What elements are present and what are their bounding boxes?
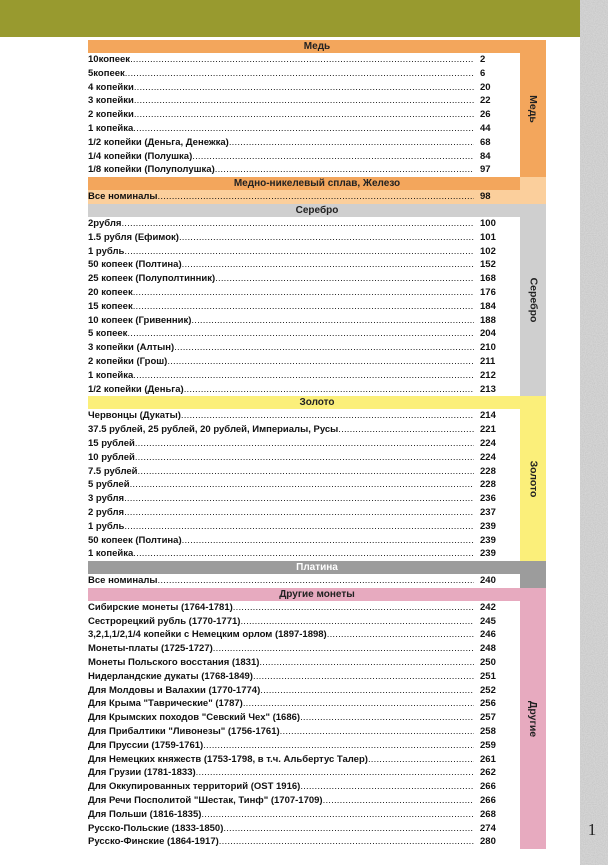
dot-leader <box>158 190 474 204</box>
dot-leader <box>259 656 474 670</box>
toc-entry[interactable] <box>88 739 520 753</box>
section-entries <box>88 409 520 561</box>
section-side-tab <box>520 588 546 849</box>
dot-leader <box>135 451 474 465</box>
dot-leader <box>327 628 474 642</box>
entry-page-number: 212 <box>480 369 496 381</box>
dot-leader <box>191 314 474 328</box>
toc-entry[interactable] <box>88 615 520 629</box>
entry-page-number: 210 <box>480 342 496 354</box>
dot-leader <box>127 327 474 341</box>
entry-title: 5 копеек <box>88 328 128 340</box>
entry-title: Сибирские монеты (1764-1781) <box>88 601 233 613</box>
entry-page-number: 268 <box>480 808 496 820</box>
section-header: Другие монеты <box>88 588 546 601</box>
entry-title: 1/2 копейки (Деньга, Денежка) <box>88 136 229 148</box>
page-number: 1 <box>587 820 597 839</box>
dot-leader <box>300 711 474 725</box>
toc-entry[interactable] <box>88 780 520 794</box>
entry-page-number: 274 <box>480 822 496 834</box>
entry-title: Для Оккупированных территорий (OST 1916) <box>88 781 301 793</box>
entry-title: 10копеек <box>88 54 131 65</box>
entry-title: Для Немецких княжеств (1753-1798, в т.ч. Альбертус Талер) <box>88 753 368 765</box>
entry-page-number: 237 <box>480 506 496 518</box>
toc-entry[interactable] <box>88 341 520 355</box>
entry-page-number: 236 <box>480 493 496 505</box>
entry-title: Все номиналы <box>88 191 158 203</box>
entry-title: 10 рублей <box>88 451 135 463</box>
entry-title: Русско-Польские (1833-1850) <box>88 822 224 834</box>
toc-entry[interactable] <box>88 383 520 397</box>
section-header: Медно-никелевый сплав, Железо <box>88 177 546 190</box>
entry-title: 3,2,1,1/2,1/4 копейки с Немецким орлом (1897-1898) <box>88 629 327 641</box>
dot-leader <box>135 437 474 451</box>
entry-title: 2 копейки <box>88 109 134 121</box>
section-header: Золото <box>88 396 546 409</box>
section-side-tab <box>520 561 546 588</box>
entry-title: 37.5 рублей, 25 рублей, 20 рублей, Империалы, Русы <box>88 424 339 436</box>
entry-title: Нидерландские дукаты (1768-1849) <box>88 670 253 682</box>
toc-entry[interactable] <box>88 465 520 479</box>
section-side-tab <box>520 204 546 396</box>
entry-page-number: 266 <box>480 781 496 793</box>
entry-page-number: 245 <box>480 615 496 627</box>
toc-entry[interactable] <box>88 163 520 177</box>
dot-leader <box>182 258 474 272</box>
dot-leader <box>134 108 474 122</box>
entry-title: 7.5 рублей <box>88 465 138 477</box>
entry-title: 1 рубль <box>88 245 125 257</box>
entry-page-number: 259 <box>480 739 496 751</box>
entry-page-number: 102 <box>480 245 496 257</box>
dot-leader <box>124 245 474 259</box>
toc-section <box>88 561 548 588</box>
toc-entry[interactable] <box>88 81 520 95</box>
dot-leader <box>323 794 474 808</box>
entry-title: 4 копейки <box>88 81 134 93</box>
dot-leader <box>233 601 474 615</box>
dot-leader <box>130 478 474 492</box>
dot-leader <box>179 231 474 245</box>
dot-leader <box>133 286 474 300</box>
dot-leader <box>368 753 474 767</box>
toc-entry[interactable] <box>88 94 520 108</box>
entry-title: Для Прибалтики "Ливонезы" (1756-1761) <box>88 726 280 738</box>
dot-leader <box>130 53 474 67</box>
toc-entry[interactable] <box>88 808 520 822</box>
entry-title: Монеты Польского восстания (1831) <box>88 657 260 669</box>
entry-title: 25 копеек (Полуполтинник) <box>88 273 216 285</box>
toc-entry[interactable] <box>88 300 520 314</box>
entry-title: Сестрорецкий рубль (1770-1771) <box>88 615 241 627</box>
dot-leader <box>338 423 474 437</box>
entry-page-number: 239 <box>480 534 496 546</box>
entry-title: 15 копеек <box>88 300 133 312</box>
entry-title: 1.5 рубля (Ефимок) <box>88 231 179 243</box>
entry-page-number: 204 <box>480 328 496 340</box>
toc-entry[interactable] <box>88 628 520 642</box>
toc-entry[interactable] <box>88 286 520 300</box>
entry-page-number: 26 <box>480 109 491 121</box>
toc-entry[interactable] <box>88 190 520 204</box>
entry-page-number: 98 <box>480 191 491 203</box>
toc-entry[interactable] <box>88 136 520 150</box>
entry-page-number: 221 <box>480 424 496 436</box>
dot-leader <box>223 822 474 836</box>
toc-entry[interactable] <box>88 451 520 465</box>
dot-leader <box>134 94 474 108</box>
dot-leader <box>260 684 474 698</box>
entry-title: 10 копеек (Гривенник) <box>88 314 192 326</box>
dot-leader <box>219 835 474 849</box>
dot-leader <box>240 615 474 629</box>
toc-entry[interactable] <box>88 656 520 670</box>
entry-page-number: 246 <box>480 629 496 641</box>
toc-entry[interactable] <box>88 231 520 245</box>
section-side-tab <box>520 177 546 204</box>
dot-leader <box>133 547 474 561</box>
entry-page-number: 258 <box>480 726 496 738</box>
toc-entry[interactable] <box>88 327 520 341</box>
entry-title: Все номиналы <box>88 575 158 587</box>
entry-page-number: 239 <box>480 520 496 532</box>
entry-title: 15 рублей <box>88 437 135 449</box>
dot-leader <box>174 341 474 355</box>
toc-entry[interactable] <box>88 574 520 588</box>
section-header: Медь <box>88 40 546 53</box>
right-edge-texture <box>580 0 608 865</box>
entry-page-number: 68 <box>480 136 491 148</box>
entry-title: Для Речи Посполитой "Шестак, Тинф" (1707-1709) <box>88 795 323 807</box>
entry-title: 1 копейка <box>88 122 134 134</box>
entry-page-number: 280 <box>480 836 496 848</box>
entry-title: 2 копейки (Грош) <box>88 355 168 367</box>
section-entries <box>88 190 520 204</box>
dot-leader <box>280 725 474 739</box>
dot-leader <box>134 81 474 95</box>
dot-leader <box>167 355 474 369</box>
entry-page-number: 228 <box>480 479 496 491</box>
dot-leader <box>121 217 474 231</box>
entry-title: 50 копеек (Полтина) <box>88 534 182 546</box>
toc-entry[interactable] <box>88 697 520 711</box>
dot-leader <box>133 300 474 314</box>
dot-leader <box>137 465 474 479</box>
toc-entry[interactable] <box>88 122 520 136</box>
entry-page-number: 97 <box>480 164 491 176</box>
entry-title: 1/8 копейки (Полуполушка) <box>88 164 215 176</box>
entry-page-number: 239 <box>480 548 496 560</box>
toc-entry[interactable] <box>88 725 520 739</box>
entry-page-number: 101 <box>480 231 496 243</box>
entry-page-number: 242 <box>480 601 496 613</box>
section-side-tab <box>520 40 546 177</box>
entry-page-number: 266 <box>480 795 496 807</box>
dot-leader <box>124 506 474 520</box>
entry-title: 5копеек <box>88 67 125 79</box>
toc-entry[interactable] <box>88 794 520 808</box>
entry-title: Русско-Финские (1864-1917) <box>88 836 219 848</box>
entry-title: 1/4 копейки (Полушка) <box>88 150 193 162</box>
entry-page-number: 168 <box>480 273 496 285</box>
entry-page-number: 224 <box>480 437 496 449</box>
top-banner <box>0 0 580 37</box>
entry-page-number: 214 <box>480 410 496 422</box>
toc-section <box>88 177 548 204</box>
entry-title: Для Молдовы и Валахии (1770-1774) <box>88 684 261 696</box>
toc-section <box>88 396 548 561</box>
toc-entry[interactable] <box>88 423 520 437</box>
toc-entry[interactable] <box>88 822 520 836</box>
entry-page-number: 176 <box>480 286 496 298</box>
toc-entry[interactable] <box>88 245 520 259</box>
entry-title: 5 рублей <box>88 479 130 491</box>
entry-page-number: 224 <box>480 451 496 463</box>
toc-entry[interactable] <box>88 150 520 164</box>
toc-entry[interactable] <box>88 355 520 369</box>
entry-title: Для Крыма "Таврические" (1787) <box>88 698 243 710</box>
entry-page-number: 20 <box>480 81 491 93</box>
entry-page-number: 261 <box>480 753 496 765</box>
dot-leader <box>158 574 474 588</box>
section-header: Платина <box>88 561 546 574</box>
dot-leader <box>201 808 474 822</box>
toc-entry[interactable] <box>88 601 520 615</box>
dot-leader <box>192 150 474 164</box>
section-entries <box>88 601 520 849</box>
entry-page-number: 22 <box>480 95 491 107</box>
toc-entry[interactable] <box>88 547 520 561</box>
entry-page-number: 213 <box>480 383 496 395</box>
toc-entry[interactable] <box>88 409 520 423</box>
entry-page-number: 184 <box>480 300 496 312</box>
toc-entry[interactable] <box>88 684 520 698</box>
toc-entry[interactable] <box>88 67 520 81</box>
table-of-contents <box>88 40 548 849</box>
side-tab-label: Золото <box>527 460 539 498</box>
entry-title: 1 копейка <box>88 369 134 381</box>
dot-leader <box>133 122 474 136</box>
entry-title: 3 копейки (Алтын) <box>88 342 175 354</box>
side-tab-label: Медь <box>527 94 539 123</box>
entry-title: 1 рубль <box>88 520 125 532</box>
toc-entry[interactable] <box>88 534 520 548</box>
dot-leader <box>124 492 474 506</box>
entry-page-number: 228 <box>480 465 496 477</box>
section-header: Серебро <box>88 204 546 217</box>
entry-title: 50 копеек (Полтина) <box>88 259 182 271</box>
toc-entry[interactable] <box>88 642 520 656</box>
toc-section <box>88 588 548 849</box>
dot-leader <box>125 67 474 81</box>
dot-leader <box>203 739 474 753</box>
entry-page-number: 100 <box>480 217 496 229</box>
side-tab-label: Другие <box>527 700 540 737</box>
toc-entry[interactable] <box>88 506 520 520</box>
toc-entry[interactable] <box>88 478 520 492</box>
section-entries <box>88 217 520 396</box>
entry-page-number: 2 <box>480 54 486 65</box>
entry-page-number: 251 <box>480 670 496 682</box>
entry-title: Монеты-платы (1725-1727) <box>88 643 213 655</box>
entry-title: 3 рубля <box>88 493 125 505</box>
entry-page-number: 6 <box>480 67 486 79</box>
toc-entry[interactable] <box>88 369 520 383</box>
toc-entry[interactable] <box>88 753 520 767</box>
toc-entry[interactable] <box>88 258 520 272</box>
dot-leader <box>184 383 474 397</box>
dot-leader <box>196 766 474 780</box>
dot-leader <box>229 136 474 150</box>
toc-entry[interactable] <box>88 835 520 849</box>
dot-leader <box>133 369 474 383</box>
entry-title: 1 копейка <box>88 548 134 560</box>
toc-entry[interactable] <box>88 437 520 451</box>
entry-title: Червонцы (Дукаты) <box>88 410 181 422</box>
toc-entry[interactable] <box>88 711 520 725</box>
toc-entry[interactable] <box>88 314 520 328</box>
toc-entry[interactable] <box>88 766 520 780</box>
dot-leader <box>124 520 474 534</box>
entry-title: 1/2 копейки (Деньга) <box>88 383 184 395</box>
dot-leader <box>182 534 474 548</box>
toc-entry[interactable] <box>88 53 520 67</box>
dot-leader <box>253 670 474 684</box>
entry-page-number: 211 <box>480 355 496 367</box>
toc-entry[interactable] <box>88 272 520 286</box>
entry-title: 3 копейки <box>88 95 134 107</box>
entry-title: Для Грузии (1781-1833) <box>88 767 196 779</box>
entry-page-number: 248 <box>480 643 496 655</box>
entry-title: 20 копеек <box>88 286 133 298</box>
entry-title: Для Крымских походов "Севский Чех" (1686) <box>88 712 301 724</box>
toc-section <box>88 40 548 177</box>
section-side-tab <box>520 396 546 561</box>
dot-leader <box>300 780 474 794</box>
entry-title: Для Пруссии (1759-1761) <box>88 739 204 751</box>
entry-page-number: 188 <box>480 314 496 326</box>
toc-section <box>88 204 548 396</box>
entry-page-number: 262 <box>480 767 496 779</box>
entry-title: 2рубля <box>88 217 122 229</box>
dot-leader <box>213 642 474 656</box>
toc-entry[interactable] <box>88 217 520 231</box>
entry-page-number: 256 <box>480 698 496 710</box>
toc-entry[interactable] <box>88 520 520 534</box>
granite-texture-image <box>580 0 608 865</box>
dot-leader <box>181 409 474 423</box>
entry-page-number: 252 <box>480 684 496 696</box>
entry-title: Для Польши (1816-1835) <box>88 808 202 820</box>
dot-leader <box>215 272 474 286</box>
section-entries <box>88 53 520 177</box>
side-tab-label: Серебро <box>527 277 540 323</box>
entry-page-number: 44 <box>480 122 491 134</box>
toc-entry[interactable] <box>88 492 520 506</box>
entry-page-number: 250 <box>480 657 496 669</box>
dot-leader <box>215 163 474 177</box>
entry-page-number: 257 <box>480 712 496 724</box>
toc-entry[interactable] <box>88 670 520 684</box>
entry-page-number: 240 <box>480 575 496 587</box>
toc-entry[interactable] <box>88 108 520 122</box>
section-entries <box>88 574 520 588</box>
entry-page-number: 152 <box>480 259 496 271</box>
entry-page-number: 84 <box>480 150 491 162</box>
dot-leader <box>243 697 474 711</box>
entry-title: 2 рубля <box>88 506 125 518</box>
